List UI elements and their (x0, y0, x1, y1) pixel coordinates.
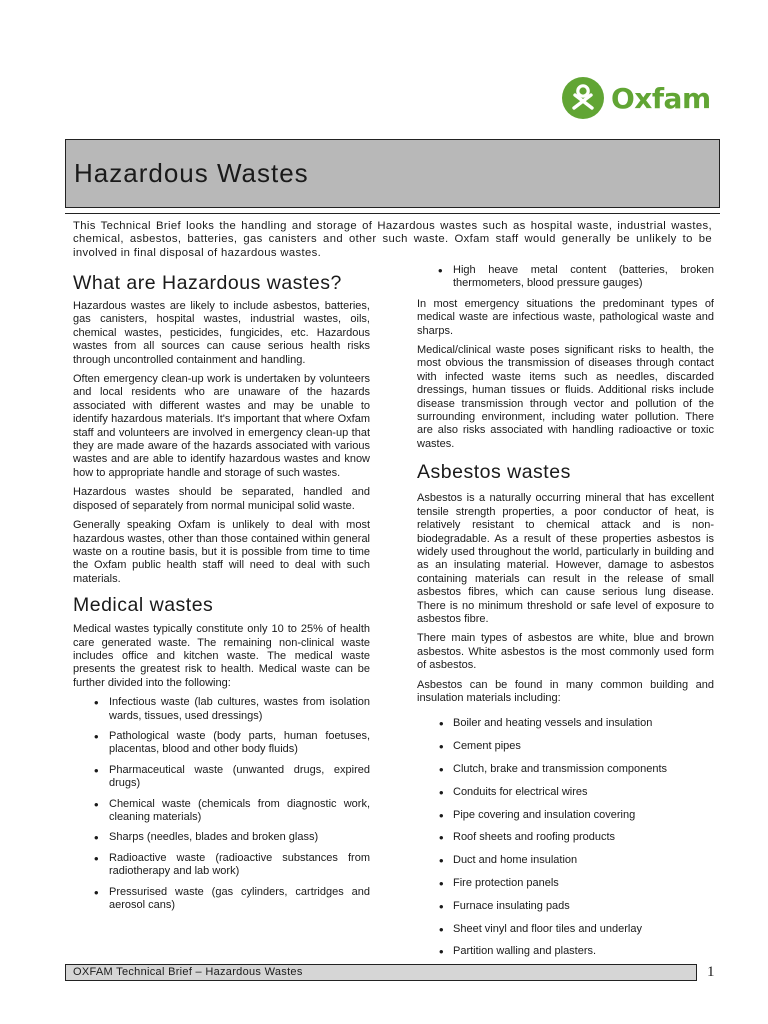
list-item: • Furnace insulating pads (417, 900, 714, 913)
list-item: • Pharmaceutical waste (unwanted drugs, expired drugs) (73, 764, 370, 791)
paragraph: Medical wastes typically constitute only 10 to 25% of health care generated waste. The remaining non-clinical waste includes office and kitchen waste. The medical waste presents the greatest risk to health. Medical waste can be further divided into the following: (73, 623, 370, 689)
list-item: • Sharps (needles, blades and broken glass) (73, 831, 370, 844)
section-heading-asbestos: Asbestos wastes (417, 461, 571, 484)
section-heading-medical: Medical wastes (73, 594, 214, 617)
paragraph: Hazardous wastes are likely to include asbestos, batteries, gas canisters, hospital wastes, industrial wastes, oils, chemical wastes, pesticides, fungicides, etc. Hazardous wastes from all sources can cause serious health risks through uncontrolled containment and handling. (73, 300, 370, 366)
list-item: • Pathological waste (body parts, human foetuses, placentas, blood and other body fluids) (73, 730, 370, 757)
paragraph: Asbestos is a naturally occurring mineral that has excellent tensile strength properties, a poor conductor of heat, is relatively resistant to chemical attack and is non-biodegradable. As a result of these properties asbestos is widely used throughout the world, particularly in building and as an insulating material. However, damage to asbestos containing materials can result in the release of small asbestos fibres, which can cause serious lung disease. There is no minimum threshold or safe level of exposure to asbestos fibre. (417, 492, 714, 625)
footer-bar: OXFAM Technical Brief – Hazardous Wastes (65, 964, 697, 981)
medical-waste-list-continued (417, 264, 714, 291)
page-number: 1 (707, 964, 715, 980)
paragraph: In most emergency situations the predominant types of medical waste are infectious waste, pathological waste and sharps. (417, 297, 714, 337)
brand-name: Oxfam (611, 81, 711, 115)
list-item: • Infectious waste (lab cultures, wastes from isolation wards, tissues, used dressings) (73, 696, 370, 723)
paragraph: Hazardous wastes should be separated, handled and disposed of separately from normal municipal solid waste. (73, 486, 370, 512)
list-item: • Pipe covering and insulation covering (417, 809, 714, 822)
right-column (417, 264, 714, 968)
paragraph: Generally speaking Oxfam is unlikely to deal with most hazardous wastes, other than those contained within general waste on a routine basis, but it is possible from time to time the Oxfam public health staff will need to deal with such materials. (73, 519, 370, 585)
list-item: • Radioactive waste (radioactive substances from radiotherapy and lab work) (73, 852, 370, 879)
list-item: • Sheet vinyl and floor tiles and underlay (417, 923, 714, 936)
asbestos-materials-list (417, 717, 714, 958)
list-item: • Duct and home insulation (417, 854, 714, 867)
list-item: • Chemical waste (chemicals from diagnostic work, cleaning materials) (73, 798, 370, 825)
paragraph: Asbestos can be found in many common building and insulation materials including: (417, 678, 714, 704)
list-item: • Partition walling and plasters. (417, 945, 714, 958)
page-title: Hazardous Wastes (74, 158, 309, 188)
list-item: • Cement pipes (417, 740, 714, 753)
list-item: • Roof sheets and roofing products (417, 831, 714, 844)
left-column (73, 268, 370, 919)
list-item: • High heave metal content (batteries, broken thermometers, blood pressure gauges) (417, 264, 714, 291)
list-item: • Boiler and heating vessels and insulation (417, 717, 714, 730)
paragraph: Medical/clinical waste poses significant risks to health, the most obvious the transmission of diseases through contact with infected waste items such as needles, discarded dressings, human tissues or fluids. Additional risks include disease transmission through vector and pollution of the surrounding environment, including water pollution. There are also risks associated with handling radioactive or toxic wastes. (417, 344, 714, 450)
list-item: • Clutch, brake and transmission components (417, 763, 714, 776)
oxfam-logo (562, 77, 711, 119)
list-item: • Conduits for electrical wires (417, 786, 714, 799)
medical-waste-list (73, 696, 370, 912)
title-box (65, 139, 720, 208)
oxfam-logo-icon (562, 77, 604, 119)
intro-paragraph: This Technical Brief looks the handling and storage of Hazardous wastes such as hospital waste, industrial wastes, chemical, asbestos, batteries, gas canisters and other such waste. Oxfam staff would generally be unlikely to be involved in final disposal of hazardous wastes. (65, 213, 720, 260)
paragraph: Often emergency clean-up work is undertaken by volunteers and local residents who are unaware of the hazards associated with different wastes and may be unable to identify hazardous materials. It's important that where Oxfam staff and volunteers are involved in emergency clean-up that they are made aware of the hazards associated with various wastes and are able to identify hazardous wastes and know how to appropriate handle and storage of such wastes. (73, 373, 370, 479)
list-item: • Fire protection panels (417, 877, 714, 890)
list-item: • Pressurised waste (gas cylinders, cartridges and aerosol cans) (73, 886, 370, 913)
paragraph: There main types of asbestos are white, blue and brown asbestos. White asbestos is the most commonly used form of asbestos. (417, 632, 714, 672)
section-heading-what-are: What are Hazardous wastes? (73, 272, 342, 294)
